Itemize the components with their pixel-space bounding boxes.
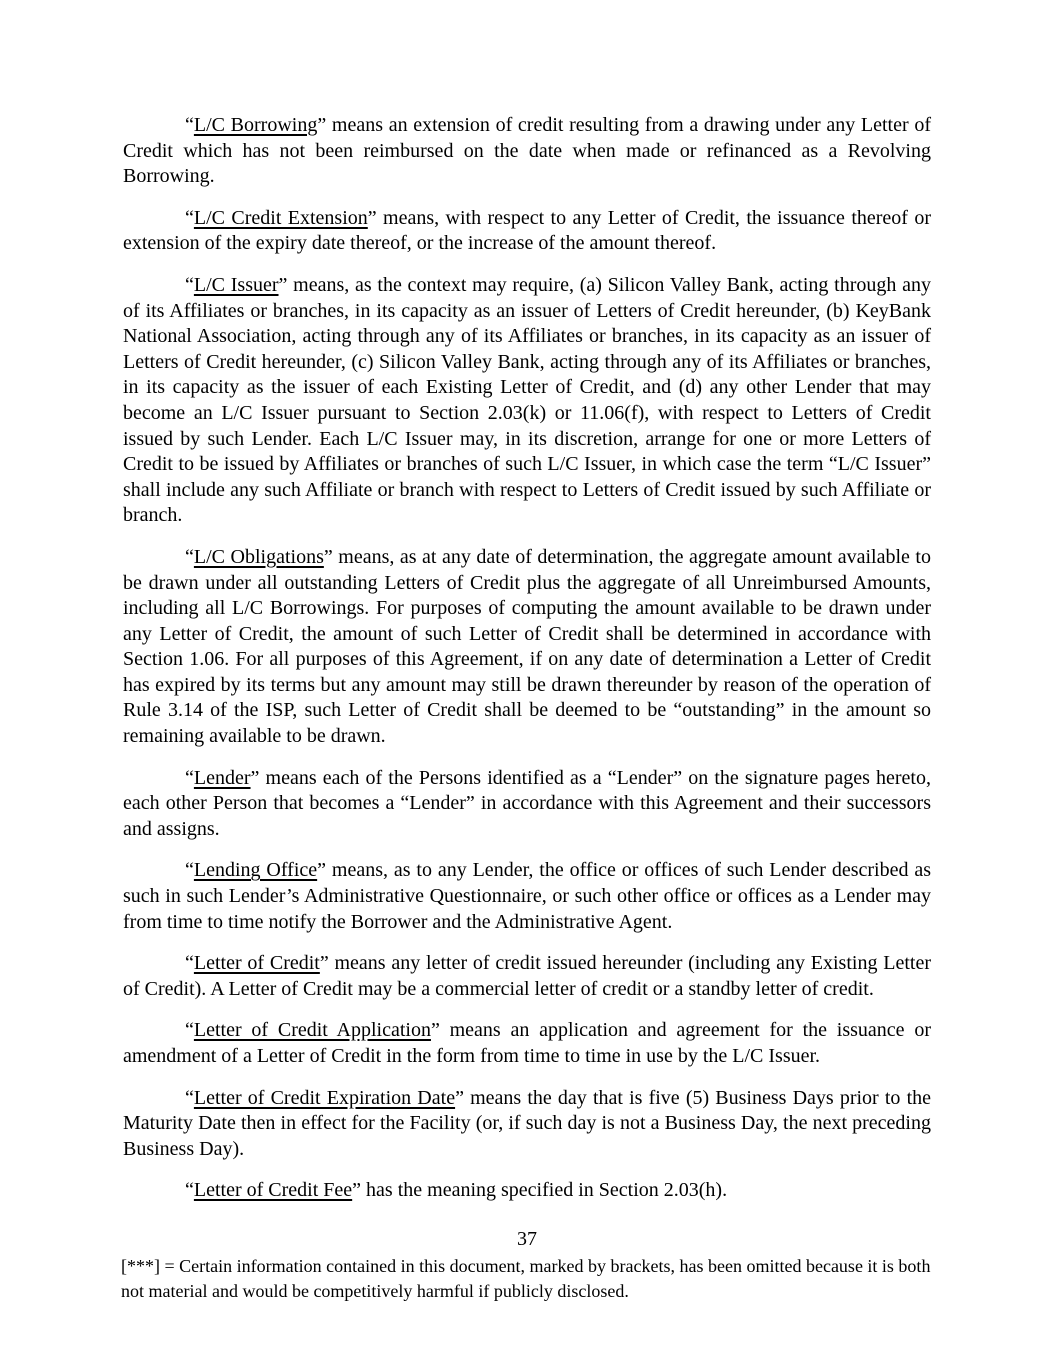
defined-term-lc-obligations: L/C Obligations <box>193 545 324 568</box>
defined-term-letter-of-credit-expiration-date: Letter of Credit Expiration Date <box>193 1086 456 1109</box>
definition-para-letter-of-credit-fee <box>123 1178 931 1204</box>
defined-term-lender: Lender <box>193 766 251 789</box>
open-quote: “ <box>185 114 194 136</box>
defined-term-letter-of-credit: Letter of Credit <box>193 952 320 975</box>
definition-text: ” means an extension of credit resulting from a drawing under any Letter of Credit which has not been reimbursed on the date when made or refinanced as a Revolving Borrowing. <box>123 114 931 188</box>
open-quote: “ <box>185 952 194 975</box>
definition-para-lender <box>123 766 931 843</box>
definition-text: ” means an application and agreement for the issuance or amendment of a Letter of Credit in the form from time to time in use by the L/C Issuer. <box>123 1019 932 1067</box>
definition-para-letter-of-credit-expiration-date <box>123 1086 931 1163</box>
defined-term-lc-credit-extension: L/C Credit Extension <box>193 206 368 229</box>
open-quote: “ <box>185 273 194 296</box>
definitions-section <box>123 113 931 1220</box>
defined-term-lending-office: Lending Office <box>193 859 318 882</box>
open-quote: “ <box>185 766 194 789</box>
definition-text: ” means the day that is five (5) Business Days prior to the Maturity Date then in effect for the Facility (or, if such day is not a Business Day, the next preceding Business Day). <box>123 1086 932 1160</box>
open-quote: “ <box>185 545 194 568</box>
definition-text: ” has the meaning specified in Section 2.03(h). <box>352 1179 728 1202</box>
definition-para-lc-credit-extension <box>123 206 931 257</box>
definition-text: ” means, with respect to any Letter of Credit, the issuance thereof or extension of the expiry date thereof, or the increase of the amount thereof. <box>123 206 932 255</box>
definition-para-letter-of-credit-application <box>123 1018 931 1069</box>
confidentiality-footnote: [***] = Certain information contained in this document, marked by brackets, has been omitted because it is both not material and would be competitively harmful if publicly disclosed. <box>121 1256 931 1301</box>
definition-text: ” means, as to any Lender, the office or offices of such Lender described as such in such Lender’s Administrative Questionnaire, or such other office or offices as a Lender may from time to time notify the Borrower and the Administrative Agent. <box>123 859 931 933</box>
definition-para-lc-borrowing <box>123 113 931 190</box>
defined-term-letter-of-credit-application: Letter of Credit Application <box>193 1019 431 1042</box>
definition-text: ” means, as at any date of determination, the aggregate amount available to be drawn under all outstanding Letters of Credit plus the aggregate of all Unreimbursed Amounts, including all L/C Borrowings. For purposes of computing the amount available to be drawn under any Letter of Credit, the amount of such Letter of Credit shall be determined in accordance with Section 1.06. For all purposes of this Agreement, if on any date of determination a Letter of Credit has expired by its terms but any amount may still be drawn thereunder by reason of the operation of Rule 3.14 of the ISP, such Letter of Credit shall be deemed to be “outstanding” in the amount so remaining available to be drawn. <box>123 545 931 748</box>
open-quote: “ <box>185 1086 194 1109</box>
defined-term-letter-of-credit-fee: Letter of Credit Fee <box>193 1179 353 1202</box>
open-quote: “ <box>185 1019 194 1042</box>
open-quote: “ <box>185 859 194 882</box>
definition-text: ” means each of the Persons identified as a “Lender” on the signature pages hereto, each other Person that becomes a “Lender” in accordance with this Agreement and their successors and assigns. <box>123 766 931 840</box>
defined-term-lc-issuer: L/C Issuer <box>193 273 279 296</box>
open-quote: “ <box>185 206 194 229</box>
definition-text: ” means, as the context may require, (a) Silicon Valley Bank, acting through any of its Affiliates or branches, in its capacity as an issuer of Letters of Credit hereunder, (b) KeyBank National Association, acting through any of its Affiliates or branches, in its capacity as an issuer of Letters of Credit hereunder, (c) Silicon Valley Bank, acting through any of its Affiliates or branches, in its capacity as the issuer of each Existing Letter of Credit, and (d) any other Lender that may become an L/C Issuer pursuant to Section 2.03(k) or 11.06(f), with respect to Letters of Credit issued by such Lender. Each L/C Issuer may, in its discretion, arrange for one or more Letters of Credit to be issued by Affiliates or branches of such L/C Issuer, in which case the term “L/C Issuer” shall include any such Affiliate or branch with respect to Letters of Credit issued by such Affiliate or branch. <box>123 273 931 527</box>
definition-para-lc-issuer <box>123 273 931 529</box>
open-quote: “ <box>185 1179 194 1202</box>
definition-para-lc-obligations <box>123 545 931 750</box>
defined-term-lc-borrowing: L/C Borrowing <box>193 114 318 136</box>
definition-para-letter-of-credit <box>123 951 931 1002</box>
page-number: 37 <box>517 1228 537 1250</box>
definition-text: ” means any letter of credit issued hereunder (including any Existing Letter of Credit). A Letter of Credit may be a commercial letter of credit or a standby letter of credit. <box>123 952 931 1000</box>
definition-para-lending-office <box>123 858 931 935</box>
